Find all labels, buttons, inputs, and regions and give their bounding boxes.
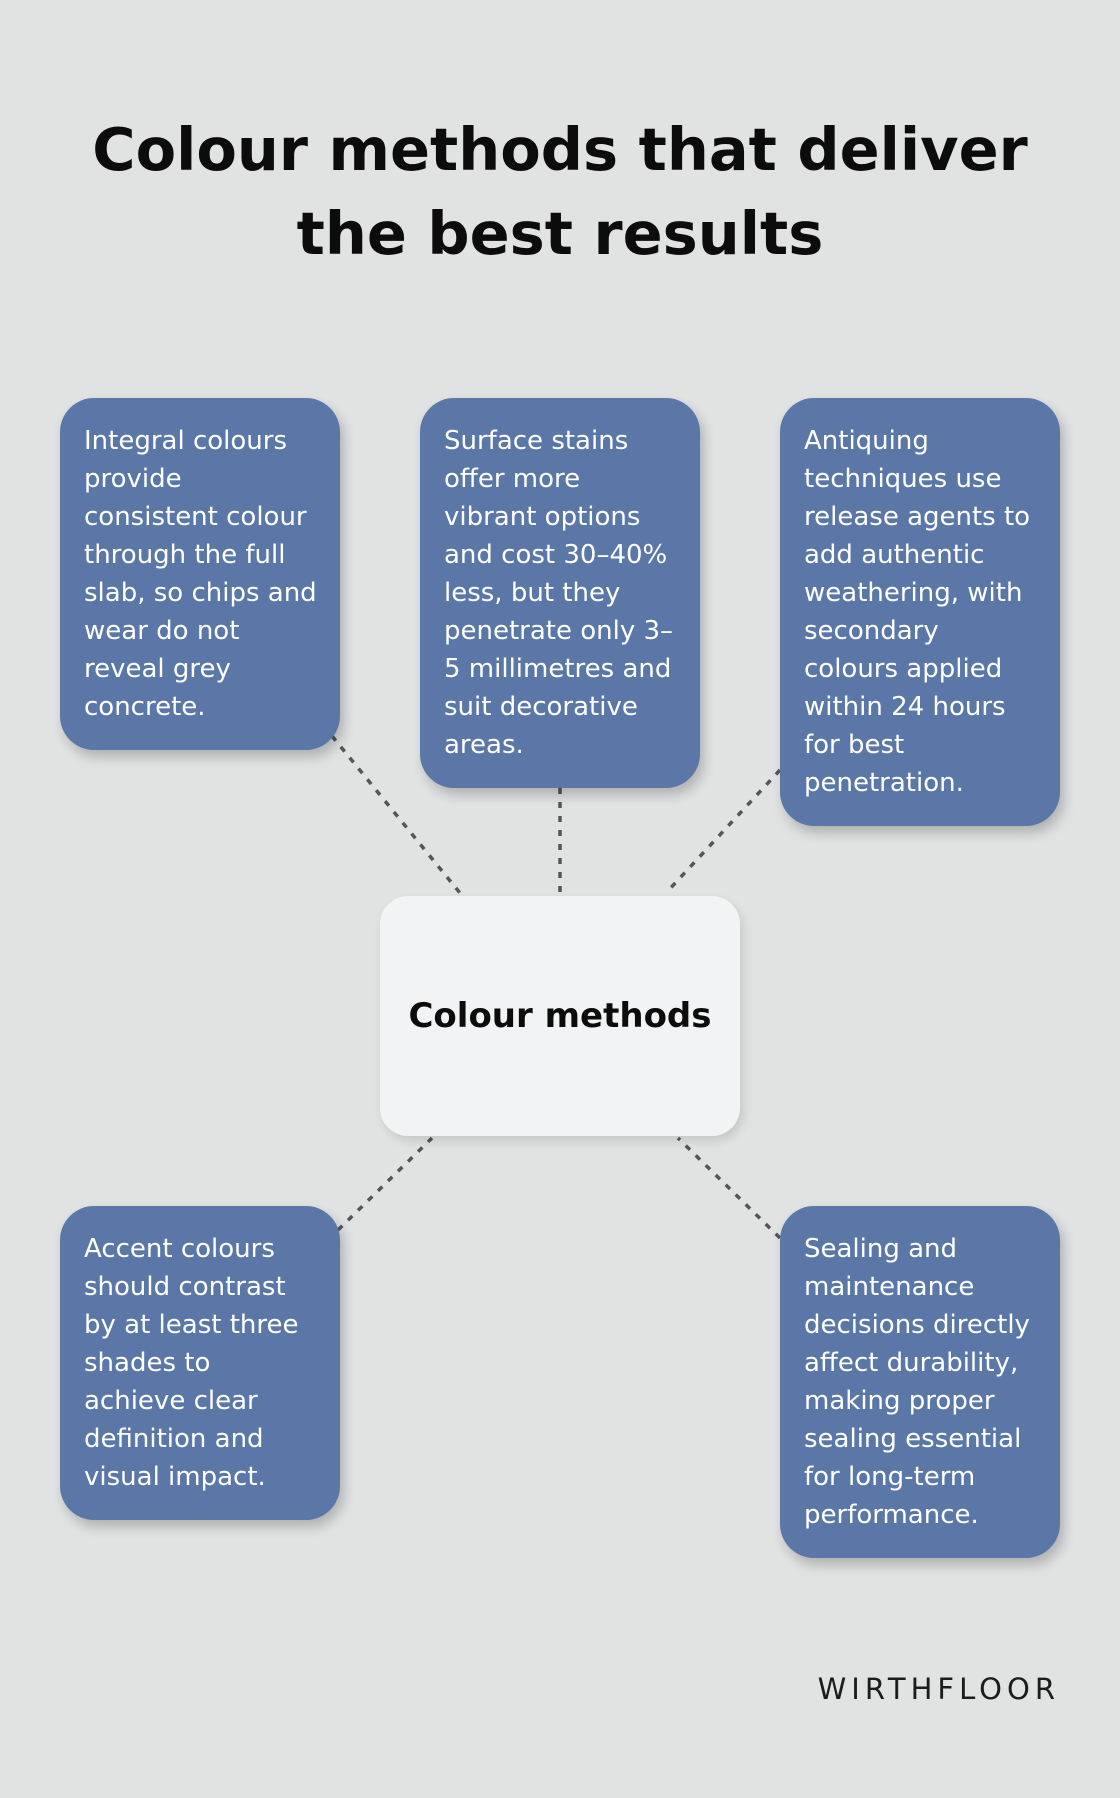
method-card-accent-colours — [60, 1206, 340, 1520]
method-card-surface-stains — [420, 398, 700, 788]
method-card-text: Surface stains offer more vibrant options and cost 30–40% less, but they penetrate only 3–5 millimetres and suit decorative areas. — [444, 426, 674, 760]
hub-label: Colour methods — [408, 996, 712, 1036]
method-card-text: Sealing and maintenance decisions directly affect durability, making proper sealing essential for long-term performance. — [804, 1234, 1030, 1530]
connector-line-3 — [666, 770, 780, 893]
method-card-text: Accent colours should contrast by at least three shades to achieve clear definition and visual impact. — [84, 1234, 299, 1492]
page-title: Colour methods that deliver the best results — [92, 115, 1028, 268]
method-card-text: Antiquing techniques use release agents to add authentic weathering, with secondary colours applied within 24 hours for best penetration. — [804, 426, 1031, 798]
connector-line-5 — [678, 1138, 780, 1238]
method-card-integral-colours — [60, 398, 340, 750]
method-card-text: Integral colours provide consistent colour through the full slab, so chips and wear do not reveal grey concrete. — [84, 426, 317, 722]
method-card-antiquing — [780, 398, 1060, 826]
brand-logo: WIRTHFLOOR — [817, 1672, 1060, 1706]
central-hub — [380, 896, 740, 1136]
method-card-sealing — [780, 1206, 1060, 1558]
connector-line-4 — [338, 1138, 432, 1230]
